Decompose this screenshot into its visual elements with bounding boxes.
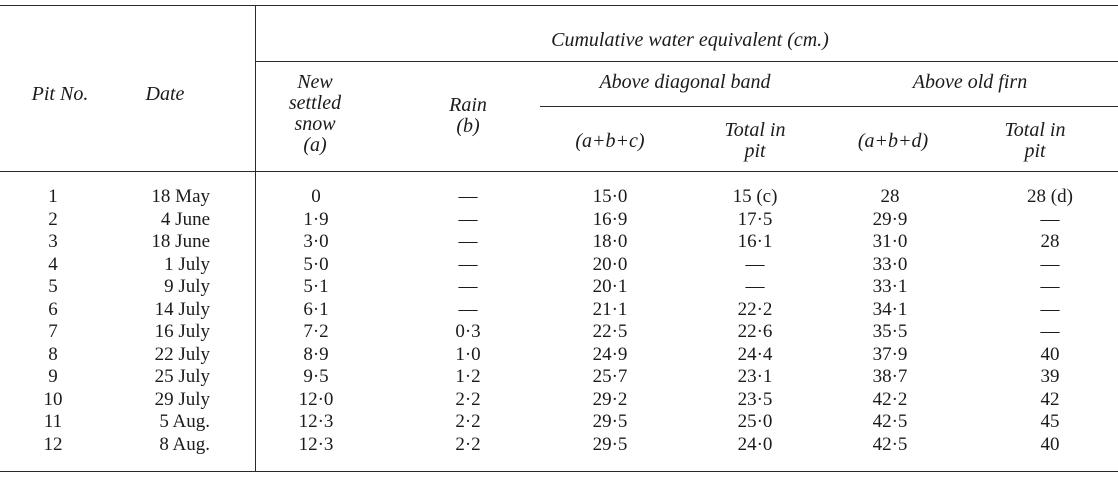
total-in-pit-firn-cell: 40 <box>1040 344 1060 365</box>
abd-cell: 29·9 <box>872 209 908 230</box>
pit-number-cell: 10 <box>43 389 63 410</box>
total-in-pit-1-line2: pit <box>744 140 766 162</box>
new-snow-cell: 9·5 <box>303 366 329 387</box>
rain-cell: — <box>458 186 478 207</box>
rain-cell: 1·2 <box>455 366 481 387</box>
total-in-pit-firn-cell: — <box>1040 276 1060 297</box>
new-snow-cell: 3·0 <box>303 231 329 252</box>
pit-number-cell: 3 <box>48 231 58 252</box>
abc-header: (a+b+c) <box>575 130 645 152</box>
total-in-pit-diagonal-cell: — <box>745 276 765 297</box>
date-cell: 29 July <box>154 389 210 410</box>
abc-cell: 20·0 <box>592 254 628 275</box>
new-snow-header-line3: snow <box>294 113 336 135</box>
abc-cell: 29·5 <box>592 411 628 432</box>
abd-cell: 42·2 <box>872 389 908 410</box>
rain-cell: 1·0 <box>455 344 481 365</box>
total-in-pit-firn-cell: — <box>1040 254 1060 275</box>
total-in-pit-2-line2: pit <box>1024 140 1046 162</box>
new-snow-cell: 12·3 <box>298 411 334 432</box>
abc-cell: 29·2 <box>592 389 628 410</box>
abd-cell: 42·5 <box>872 411 908 432</box>
new-snow-cell: 12·0 <box>298 389 334 410</box>
above-diagonal-band-header: Above diagonal band <box>599 71 771 93</box>
rain-cell: — <box>458 231 478 252</box>
total-in-pit-firn-cell: 28 (d) <box>1027 186 1073 207</box>
abd-cell: 34·1 <box>872 299 908 320</box>
rain-cell: — <box>458 299 478 320</box>
total-in-pit-firn-cell: — <box>1040 321 1060 342</box>
total-in-pit-diagonal-cell: 15 (c) <box>732 186 778 207</box>
abd-cell: 35·5 <box>872 321 908 342</box>
rain-cell: — <box>458 209 478 230</box>
date-header: Date <box>145 83 185 105</box>
abc-cell: 24·9 <box>592 344 628 365</box>
total-in-pit-diagonal-cell: 24·4 <box>737 344 773 365</box>
new-snow-cell: 5·0 <box>303 254 329 275</box>
pit-number-cell: 4 <box>48 254 58 275</box>
total-in-pit-firn-cell: 39 <box>1040 366 1060 387</box>
new-snow-cell: 6·1 <box>303 299 329 320</box>
date-cell: 25 July <box>154 366 210 387</box>
pit-number-cell: 5 <box>48 276 58 297</box>
total-in-pit-diagonal-cell: 23·1 <box>737 366 773 387</box>
abd-cell: 38·7 <box>872 366 908 387</box>
new-snow-cell: 7·2 <box>303 321 329 342</box>
new-snow-cell: 0 <box>311 186 321 207</box>
rain-header-line1: Rain <box>449 94 487 116</box>
abd-cell: 33·1 <box>872 276 908 297</box>
total-in-pit-diagonal-cell: 24·0 <box>737 434 773 455</box>
pit-number-cell: 9 <box>48 366 58 387</box>
date-cell: 18 June <box>151 231 210 252</box>
abc-cell: 18·0 <box>592 231 628 252</box>
date-cell: 5 Aug. <box>159 411 210 432</box>
cumulative-header: Cumulative water equivalent (cm.) <box>551 29 829 51</box>
pit-number-cell: 11 <box>43 411 63 432</box>
above-old-firn-header: Above old firn <box>912 71 1028 93</box>
new-snow-cell: 1·9 <box>303 209 329 230</box>
abc-cell: 20·1 <box>592 276 628 297</box>
total-in-pit-firn-cell: — <box>1040 209 1060 230</box>
abd-cell: 42·5 <box>872 434 908 455</box>
date-cell: 8 Aug. <box>159 434 210 455</box>
date-cell: 9 July <box>164 276 210 297</box>
rain-cell: — <box>458 276 478 297</box>
total-in-pit-diagonal-cell: 17·5 <box>737 209 773 230</box>
abd-cell: 31·0 <box>872 231 908 252</box>
date-cell: 14 July <box>154 299 210 320</box>
abc-cell: 21·1 <box>592 299 628 320</box>
new-snow-header-line4: (a) <box>303 134 327 156</box>
pit-number-cell: 12 <box>43 434 63 455</box>
subgroup-rule <box>540 106 1118 107</box>
total-in-pit-2-line1: Total in <box>1004 119 1066 141</box>
abc-cell: 25·7 <box>592 366 628 387</box>
abc-cell: 22·5 <box>592 321 628 342</box>
abd-cell: 28 <box>880 186 900 207</box>
abc-cell: 29·5 <box>592 434 628 455</box>
rain-cell: — <box>458 254 478 275</box>
total-in-pit-firn-cell: 45 <box>1040 411 1060 432</box>
total-in-pit-firn-cell: 40 <box>1040 434 1060 455</box>
date-cell: 16 July <box>154 321 210 342</box>
total-in-pit-diagonal-cell: — <box>745 254 765 275</box>
cumulative-rule <box>255 61 1118 62</box>
bottom-rule <box>0 471 1118 472</box>
rain-cell: 2·2 <box>455 389 481 410</box>
total-in-pit-diagonal-cell: 25·0 <box>737 411 773 432</box>
total-in-pit-diagonal-cell: 16·1 <box>737 231 773 252</box>
total-in-pit-diagonal-cell: 22·2 <box>737 299 773 320</box>
total-in-pit-diagonal-cell: 23·5 <box>737 389 773 410</box>
pit-number-cell: 8 <box>48 344 58 365</box>
rain-cell: 2·2 <box>455 434 481 455</box>
abd-header: (a+b+d) <box>857 130 929 152</box>
header-rule <box>0 171 1118 172</box>
total-in-pit-firn-cell: 28 <box>1040 231 1060 252</box>
date-cell: 4 June <box>160 209 210 230</box>
new-snow-cell: 5·1 <box>303 276 329 297</box>
pit-number-cell: 7 <box>48 321 58 342</box>
new-snow-cell: 12·3 <box>298 434 334 455</box>
abd-cell: 37·9 <box>872 344 908 365</box>
date-cell: 22 July <box>154 344 210 365</box>
top-rule <box>0 5 1118 6</box>
pit-number-cell: 2 <box>48 209 58 230</box>
abc-cell: 16·9 <box>592 209 628 230</box>
rain-cell: 0·3 <box>455 321 481 342</box>
column-divider <box>255 5 256 472</box>
new-snow-cell: 8·9 <box>303 344 329 365</box>
total-in-pit-diagonal-cell: 22·6 <box>737 321 773 342</box>
new-snow-header-line2: settled <box>288 92 342 114</box>
total-in-pit-firn-cell: — <box>1040 299 1060 320</box>
rain-header-line2: (b) <box>456 115 480 137</box>
pit-number-cell: 1 <box>48 186 58 207</box>
date-cell: 18 May <box>151 186 210 207</box>
abd-cell: 33·0 <box>872 254 908 275</box>
date-cell: 1 July <box>164 254 210 275</box>
abc-cell: 15·0 <box>592 186 628 207</box>
total-in-pit-1-line1: Total in <box>724 119 786 141</box>
rain-cell: 2·2 <box>455 411 481 432</box>
new-snow-header-line1: New <box>297 71 333 93</box>
total-in-pit-firn-cell: 42 <box>1040 389 1060 410</box>
pit-no-header: Pit No. <box>31 83 89 105</box>
pit-number-cell: 6 <box>48 299 58 320</box>
